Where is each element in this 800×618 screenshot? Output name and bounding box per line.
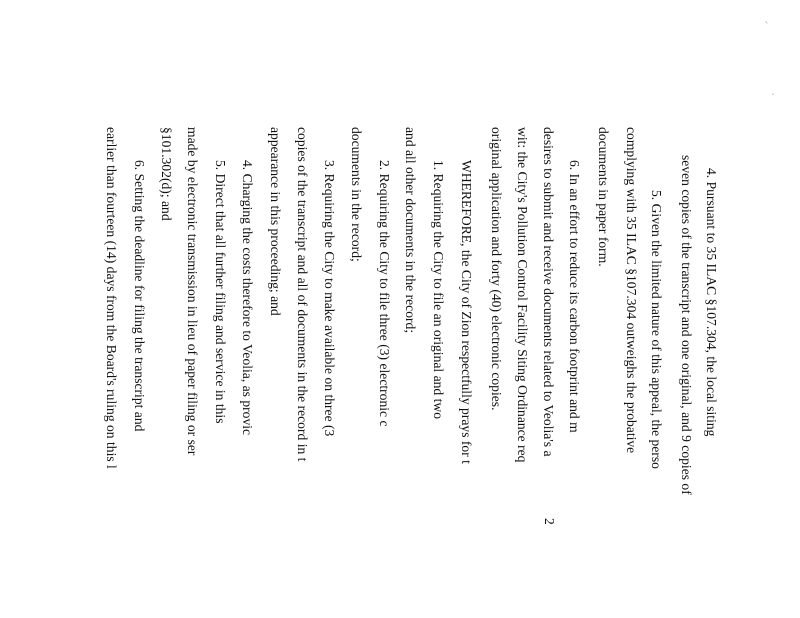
paragraph-line: and all other documents in the record;	[403, 127, 418, 334]
paragraph-line: 6. In an effort to reduce its carbon footprint and m	[567, 160, 582, 433]
paragraph-line: 2. Requiring the City to file three (3) electronic c	[377, 160, 392, 427]
paragraph-line: 6. Setting the deadline for filing the transcript and	[132, 160, 147, 432]
paragraph-line: copies of the transcript and all of documents in the record in t	[295, 127, 310, 462]
paragraph-line: original application and forty (40) electronic copies.	[489, 127, 504, 411]
paragraph-line: 5. Direct that all further filing and service in this	[213, 160, 228, 424]
scan-speck: .	[771, 84, 775, 98]
paragraph-line: 4. Charging the costs therefore to Veolia, as provic	[240, 160, 255, 436]
scan-speck: `	[764, 20, 770, 34]
paragraph-line: desires to submit and receive documents related to Veolia's a	[541, 127, 556, 457]
paragraph-line: documents in paper form.	[596, 127, 611, 267]
paragraph-line: documents in the record;	[349, 127, 364, 262]
paragraph-line: complying with 35 ILAC §107.304 outweighs the probative	[624, 127, 639, 454]
paragraph-line: 3. Requiring the City to make available on three (3	[322, 160, 337, 437]
paragraph-line: seven copies of the transcript and one original, and 9 copies of	[679, 155, 694, 495]
paragraph-line: wit: the City's Pollution Control Facility Siting Ordinance req	[515, 127, 530, 463]
page-number: 2	[542, 518, 557, 525]
paragraph-line: appearance in this proceeding; and	[268, 127, 283, 316]
paragraph-line: WHEREFORE, the City of Zion respectfully prays for t	[459, 160, 474, 464]
paragraph-line: 4. Pursuant to 35 ILAC §107.304, the local siting	[704, 168, 719, 437]
paragraph-line: made by electronic transmission in lieu of paper filing or ser	[185, 127, 200, 456]
paragraph-line: 1. Requiring the City to file an original and two	[431, 160, 446, 419]
paragraph-line: 5. Given the limited nature of this appeal, the perso	[649, 190, 664, 469]
paragraph-line: §101.302(d); and	[159, 127, 174, 221]
paragraph-line: earlier than fourteen (14) days from the Board's ruling on this l	[104, 127, 119, 469]
